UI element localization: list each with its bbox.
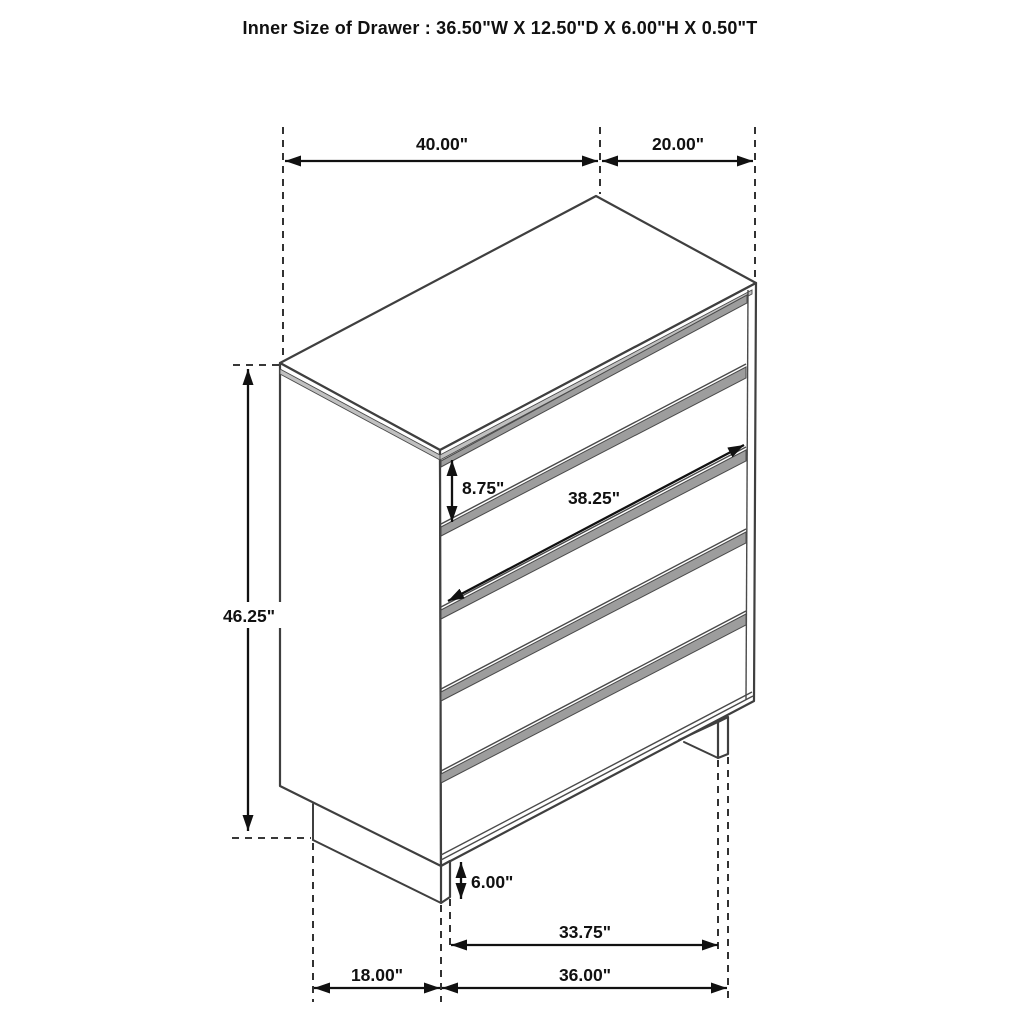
rear-right-leg [718,717,728,758]
label-drawer-height: 8.75" [462,478,505,498]
label-base-height: 6.00" [471,872,514,892]
label-base-width: 36.00" [558,965,612,985]
label-drawer-width: 38.25" [567,488,621,508]
cabinet-side-panel [280,363,441,866]
label-top-width: 40.00" [415,134,469,154]
front-left-leg [441,861,450,903]
label-base-depth: 18.00" [350,965,404,985]
drawing-title: Inner Size of Drawer : 36.50"W X 12.50"D X 6.00"H X 0.50"T [242,18,758,38]
label-overall-height: 46.25" [222,606,276,626]
label-top-depth: 20.00" [651,134,705,154]
label-leg-span: 33.75" [558,922,612,942]
